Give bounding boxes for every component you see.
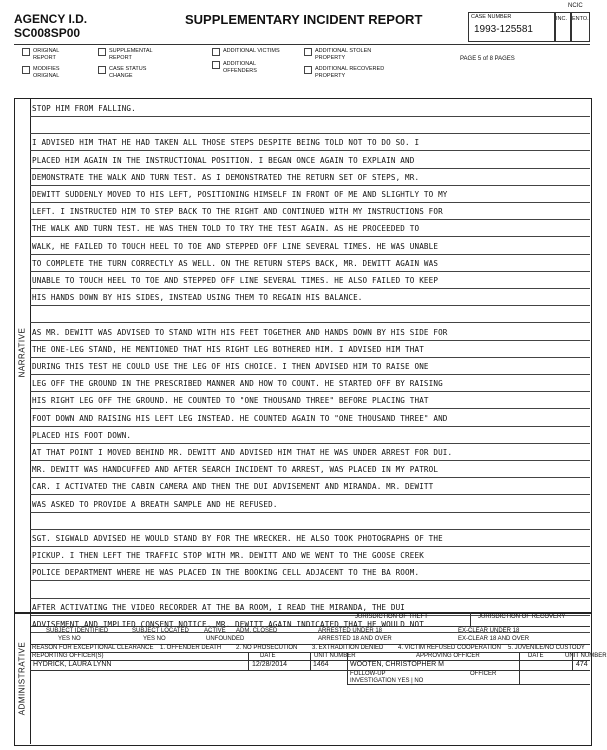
narrative-rule <box>30 460 590 461</box>
narrative-line: I ADVISED HIM THAT HE HAD TAKEN ALL THOSE STEPS DESPITE BEING TOLD NOT TO DO SO. I <box>32 138 420 148</box>
approve-unit-value[interactable]: 474 <box>576 661 588 668</box>
narrative-line: PLACED HIS FOOT DOWN. <box>32 430 132 440</box>
narrative-line: DURING THIS TEST HE COULD USE THE LEG OF HIS CHOICE. I THEN ADVISED HIM TO RAISE ONE <box>32 362 429 371</box>
narrative-rule <box>30 202 590 203</box>
unfounded-label[interactable]: UNFOUNDED <box>206 636 245 642</box>
narrative-line: THE ONE-LEG STAND, HE MENTIONED THAT HIS RIGHT LEG BOTHERED HIM. I ADVISED HIM THAT <box>32 344 424 354</box>
agency-label: AGENCY I.D. <box>14 12 88 26</box>
label-additional-stolen-property: ADDITIONAL STOLEN PROPERTY <box>315 48 372 61</box>
subject-identified-label: SUBJECT IDENTIFIED <box>46 628 109 634</box>
report-date-label: DATE <box>260 653 276 659</box>
reason-exceptional-label: REASON FOR EXCEPTIONAL CLEARANCE <box>32 645 154 651</box>
active-label[interactable]: ACTIVE <box>204 628 226 634</box>
reporting-officer-label: REPORTING OFFICER(S) <box>32 653 104 659</box>
narrative-line: UNABLE TO TOUCH HEEL TO TOE AND STEPPED OFF LINE SEVERAL TIMES. HE ALSO FAILED TO KEEP <box>32 276 439 285</box>
divider <box>248 652 249 670</box>
checkbox-modifies-original[interactable] <box>22 66 30 74</box>
reason-offender-death[interactable]: 1. OFFENDER DEATH <box>160 645 222 651</box>
narrative-rule <box>30 391 590 392</box>
checkbox-group-supplemental <box>98 48 169 79</box>
narrative-rule <box>30 322 590 323</box>
approving-officer-value[interactable]: WOOTEN, CHRISTOPHER M <box>350 661 444 668</box>
narrative-line: CAR. I ACTIVATED THE CABIN CAMERA AND THEN THE DUI ADVISEMENT AND MIRANDA. MR. DEWITT <box>32 482 434 492</box>
narrative-line: WALK, HE FAILED TO TOUCH HEEL TO TOE AND STEPPED OFF LINE SEVERAL TIMES. HE WAS UNABLE <box>32 241 439 251</box>
ex-clear-18-over-label[interactable]: EX-CLEAR 18 AND OVER <box>458 636 530 642</box>
narrative-rule <box>30 426 590 427</box>
header-divider <box>14 44 590 45</box>
narrative-rule <box>30 150 590 151</box>
investigation-yes-no[interactable]: INVESTIGATION YES | NO <box>350 678 424 684</box>
report-title: SUPPLEMENTARY INCIDENT REPORT <box>185 12 423 27</box>
narrative-rule <box>30 374 590 375</box>
jurisdiction-recovery-label: JURISDICTION OF RECOVERY <box>478 614 566 620</box>
narrative-line: PICKUP. I THEN LEFT THE TRAFFIC STOP WITH MR. DEWITT AND WE WENT TO THE GOOSE CREEK <box>32 551 424 561</box>
subject-identified-yes-no[interactable]: YES NO <box>58 636 81 642</box>
checkbox-case-status-change[interactable] <box>98 66 106 74</box>
case-number-label: CASE NUMBER <box>471 14 512 20</box>
narrative-rule <box>30 563 590 564</box>
administrative-label: ADMINISTRATIVE <box>17 641 27 716</box>
divider <box>470 612 471 626</box>
narrative-line: WAS ASKED TO PROVIDE A BREATH SAMPLE AND HE REFUSED. <box>32 499 278 509</box>
narrative-rule <box>30 443 590 444</box>
label-original-report: ORIGINAL REPORT <box>33 48 60 61</box>
narrative-line: MR. DEWITT WAS HANDCUFFED AND AFTER SEARCH INCIDENT TO ARREST, WAS PLACED IN MY PATROL <box>32 465 439 475</box>
checkbox-additional-stolen-property[interactable] <box>304 48 312 56</box>
narrative-line: LEG OFF THE GROUND IN THE PRESCRIBED MANNER AND HOW TO COUNT. HE STARTED OFF BY RAISING <box>32 379 443 389</box>
narrative-line: DEMONSTRATE THE WALK AND TURN TEST. AS I DEMONSTRATED THE RETURN SET OF STEPS, MR. <box>32 172 420 182</box>
subject-located-label: SUBJECT LOCATED <box>132 628 189 634</box>
narrative-line: AT THAT POINT I MOVED BEHIND MR. DEWITT AND ADVISED HIM THAT HE WAS UNDER ARREST FOR DUI. <box>32 448 453 457</box>
checkbox-group-additional <box>212 48 283 74</box>
narrative-rule <box>30 185 590 186</box>
divider <box>519 652 520 684</box>
checkbox-supplemental-report[interactable] <box>98 48 106 56</box>
narrative-line: HIS RIGHT LEG OFF THE GROUND. HE COUNTED TO "ONE THOUSAND THREE" BEFORE PLACING THAT <box>32 396 429 406</box>
checkbox-group-property <box>304 48 395 79</box>
narrative-rule <box>30 477 590 478</box>
officer-label: OFFICER <box>470 671 497 677</box>
adm-closed-label[interactable]: ADM. CLOSED <box>236 628 278 634</box>
ento-label: ENTO. <box>572 16 589 22</box>
narrative-rule <box>30 168 590 169</box>
narrative-line: LEFT. I INSTRUCTED HIM TO STEP BACK TO THE RIGHT AND CONTINUED WITH MY INSTRUCTIONS FOR <box>32 207 443 217</box>
narrative-line: PLACED HIM AGAIN IN THE INSTRUCTIONAL POSITION. I BEGAN ONCE AGAIN TO EXPLAIN AND <box>32 155 415 165</box>
narrative-rule <box>30 271 590 272</box>
divider <box>347 684 590 685</box>
narrative-line: AFTER ACTIVATING THE VIDEO RECORDER AT THE BA ROOM, I READ THE MIRANDA, THE DUI <box>32 602 406 612</box>
narrative-label: NARRATIVE <box>17 327 27 378</box>
label-additional-offenders: ADDITIONAL OFFENDERS <box>223 61 257 74</box>
narrative-line: ADVISEMENT AND IMPLIED CONSENT NOTICE. MR. DEWITT AGAIN INDICATED THAT HE WOULD NOT <box>32 620 424 629</box>
reason-victim-refused[interactable]: 4. VICTIM REFUSED COOPERATION <box>398 645 501 651</box>
arrested-18-over-label[interactable]: ARRESTED 18 AND OVER <box>318 636 392 642</box>
label-additional-victims: ADDITIONAL VICTIMS <box>223 48 280 54</box>
unit-number-label: UNIT NUMBER <box>314 653 356 659</box>
narrative-rule <box>30 529 590 530</box>
checkbox-original-report[interactable] <box>22 48 30 56</box>
narrative-line: SGT. SIGWALD ADVISED HE WOULD STAND BY FOR THE WRECKER. HE ALSO TOOK PHOTOGRAPHS OF THE <box>32 534 443 543</box>
subject-located-yes-no[interactable]: YES NO <box>143 636 166 642</box>
narrative-rule <box>30 116 590 117</box>
narrative-rule <box>30 236 590 237</box>
reason-no-prosecution[interactable]: 2. NO PROSECUTION <box>236 645 298 651</box>
narrative-line: POLICE DEPARTMENT WHERE HE WAS PLACED IN THE BOOKING CELL ADJACENT TO THE BA ROOM. <box>32 568 420 578</box>
reason-extradition-denied[interactable]: 3. EXTRADITION DENIED <box>312 645 384 651</box>
unit-number-value[interactable]: 1464 <box>313 661 329 668</box>
checkbox-additional-victims[interactable] <box>212 48 220 56</box>
reporting-officer-value[interactable]: HYDRICK, LAURA LYNN <box>33 661 112 668</box>
narrative-rule <box>30 546 590 547</box>
narrative-rule <box>30 219 590 220</box>
ento-box <box>570 12 590 42</box>
administrative-side-panel <box>14 612 31 744</box>
followup-label: FOLLOW-UP <box>350 671 386 677</box>
approve-unit-label: UNIT NUMBER <box>565 653 607 659</box>
divider <box>347 652 348 684</box>
narrative-rule <box>30 598 590 599</box>
checkbox-additional-offenders[interactable] <box>212 61 220 69</box>
divider <box>30 670 590 671</box>
narrative-rule <box>30 494 590 495</box>
label-modifies-original: MODIFIES ORIGINAL <box>33 66 60 79</box>
divider <box>572 652 573 670</box>
narrative-line: STOP HIM FROM FALLING. <box>32 104 136 113</box>
inc-label: INC. <box>556 16 567 22</box>
narrative-rule <box>30 340 590 341</box>
approve-date-label: DATE <box>528 653 544 659</box>
narrative-line: TO COMPLETE THE TURN CORRECTLY AS WELL. ON THE RETURN STEPS BACK, MR. DEWITT AGAIN WAS <box>32 258 439 268</box>
narrative-rule <box>30 512 590 513</box>
checkbox-group-original <box>22 48 83 79</box>
case-number[interactable]: 1993-125581 <box>474 24 533 35</box>
narrative-line: HIS HANDS DOWN BY HIS SIDES, INSTEAD USING THEM TO REGAIN HIS BALANCE. <box>32 293 363 303</box>
agency-block <box>14 12 87 40</box>
divider <box>310 652 311 670</box>
narrative-rule <box>30 254 590 255</box>
agency-id: SC008SP00 <box>14 26 81 40</box>
approving-officer-label: APPROVING OFFICER <box>416 653 480 659</box>
checkbox-additional-recovered-property[interactable] <box>304 66 312 74</box>
ncic-label: NCIC <box>568 3 583 9</box>
narrative-rule <box>30 580 590 581</box>
narrative-line: DEWITT SUDDENLY MOVED TO HIS LEFT, POSITIONING HIMSELF IN FRONT OF ME AND SLIGHTLY TO MY <box>32 190 448 199</box>
narrative-line: FOOT DOWN AND RAISING HIS LEFT LEG INSTEAD. HE COUNTED AGAIN TO "ONE THOUSAND THREE" AND <box>32 413 448 423</box>
reason-juvenile[interactable]: 5. JUVENILE/NO CUSTODY <box>508 645 585 651</box>
arrested-under-18-label[interactable]: ARRESTED UNDER 18 <box>318 628 383 634</box>
label-supplemental-report: SUPPLEMENTAL REPORT <box>109 48 153 61</box>
jurisdiction-theft-label: JURISDICTION OF THEFT <box>355 614 428 620</box>
narrative-side-panel <box>14 98 31 612</box>
page-indicator: PAGE 5 of 8 PAGES <box>460 56 515 62</box>
label-additional-recovered-property: ADDITIONAL RECOVERED PROPERTY <box>315 66 385 79</box>
narrative-rule <box>30 408 590 409</box>
narrative-rule <box>30 305 590 306</box>
divider <box>30 626 590 627</box>
label-case-status-change: CASE STATUS CHANGE <box>109 66 147 79</box>
narrative-rule <box>30 288 590 289</box>
report-date-value[interactable]: 12/28/2014 <box>252 661 288 668</box>
narrative-line: AS MR. DEWITT WAS ADVISED TO STAND WITH HIS FEET TOGETHER AND HANDS DOWN BY HIS SIDE FOR <box>32 327 448 337</box>
narrative-rule <box>30 133 590 134</box>
ex-clear-under-18-label[interactable]: EX-CLEAR UNDER 18 <box>458 628 520 634</box>
narrative-rule <box>30 357 590 358</box>
narrative-line: THE WALK AND TURN TEST. HE WAS THEN TOLD TO TRY THE TEST AGAIN. AS HE PROCEEDED TO <box>32 224 420 234</box>
